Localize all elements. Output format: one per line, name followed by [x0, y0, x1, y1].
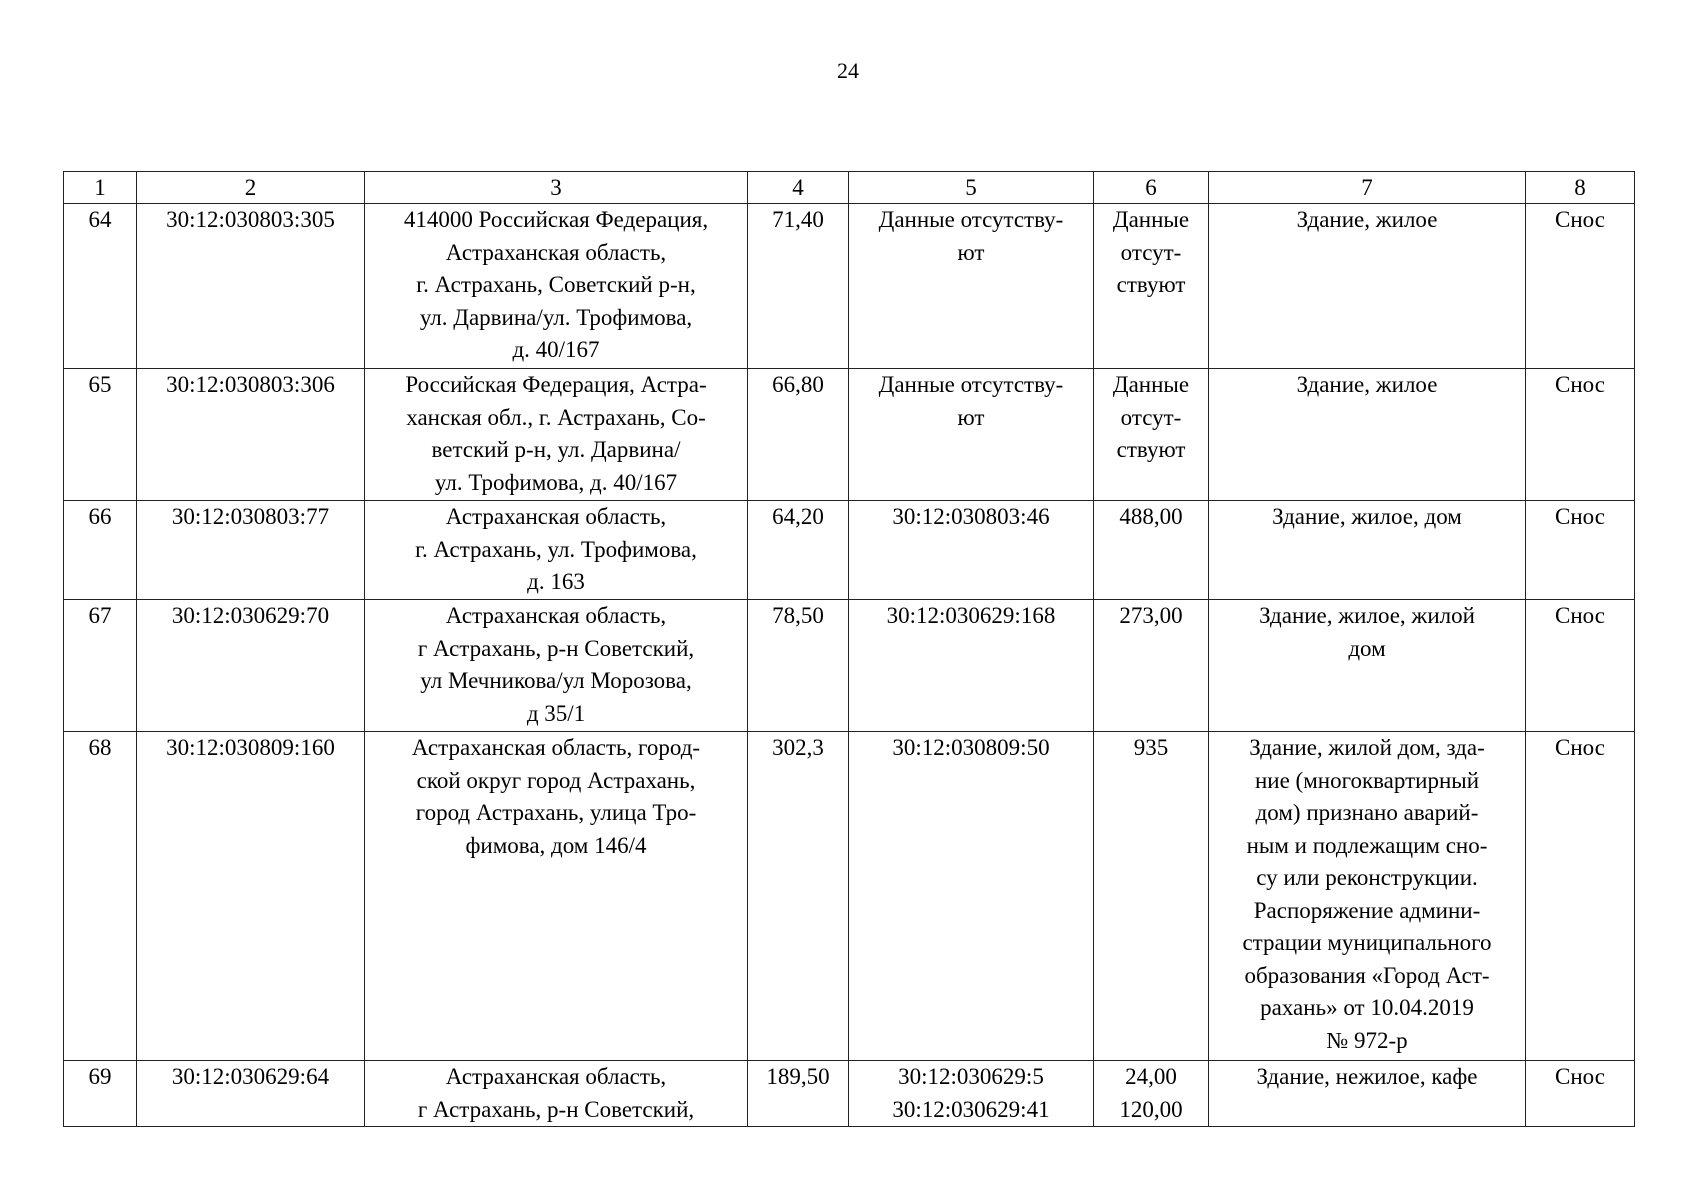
action-cell: Снос [1526, 204, 1635, 369]
area-cell: 78,50 [748, 600, 849, 732]
land-area-cell: Данные отсут- ствуют [1094, 204, 1209, 369]
table-row [64, 204, 1635, 369]
column-header: 2 [137, 172, 365, 204]
area-cell: 189,50 [748, 1061, 849, 1127]
cadastral-number: 30:12:030629:64 [137, 1061, 365, 1127]
land-area-cell: Данные отсут- ствуют [1094, 369, 1209, 501]
row-number: 68 [64, 732, 137, 1061]
action-cell: Снос [1526, 600, 1635, 732]
cadastral-number: 30:12:030803:77 [137, 501, 365, 600]
description-cell: Здание, жилое [1209, 204, 1526, 369]
objects-table [63, 171, 1635, 1127]
row-number: 66 [64, 501, 137, 600]
table-row [64, 1061, 1635, 1127]
table-row [64, 600, 1635, 732]
address-cell: Астраханская область, г Астрахань, р-н Советский, ул Мечникова/ул Морозова, д 35/1 [365, 600, 748, 732]
column-header: 1 [64, 172, 137, 204]
row-number: 69 [64, 1061, 137, 1127]
description-cell: Здание, нежилое, кафе [1209, 1061, 1526, 1127]
land-cadastral-cell: 30:12:030629:5 30:12:030629:41 [849, 1061, 1094, 1127]
cadastral-number: 30:12:030803:306 [137, 369, 365, 501]
address-cell: 414000 Российская Федерация, Астраханская область, г. Астрахань, Советский р-н, ул. Дарвина/ул. Трофимова, д. 40/167 [365, 204, 748, 369]
action-cell: Снос [1526, 501, 1635, 600]
table-header-row [64, 172, 1635, 204]
column-header: 4 [748, 172, 849, 204]
address-cell: Астраханская область, город- ской округ город Астрахань, город Астрахань, улица Тро- фимова, дом 146/4 [365, 732, 748, 1061]
area-cell: 64,20 [748, 501, 849, 600]
address-cell: Астраханская область, г Астрахань, р-н Советский, [365, 1061, 748, 1127]
area-cell: 66,80 [748, 369, 849, 501]
land-cadastral-cell: Данные отсутству- ют [849, 204, 1094, 369]
table-row [64, 501, 1635, 600]
column-header: 8 [1526, 172, 1635, 204]
land-area-cell: 488,00 [1094, 501, 1209, 600]
land-cadastral-cell: 30:12:030803:46 [849, 501, 1094, 600]
action-cell: Снос [1526, 732, 1635, 1061]
action-cell: Снос [1526, 369, 1635, 501]
column-header: 3 [365, 172, 748, 204]
cadastral-number: 30:12:030803:305 [137, 204, 365, 369]
land-cadastral-cell: 30:12:030809:50 [849, 732, 1094, 1061]
description-cell: Здание, жилое [1209, 369, 1526, 501]
description-cell: Здание, жилое, жилой дом [1209, 600, 1526, 732]
description-cell: Здание, жилое, дом [1209, 501, 1526, 600]
area-cell: 71,40 [748, 204, 849, 369]
address-cell: Российская Федерация, Астра- ханская обл., г. Астрахань, Со- ветский р-н, ул. Дарвина/ ул. Трофимова, д. 40/167 [365, 369, 748, 501]
land-cadastral-cell: Данные отсутству- ют [849, 369, 1094, 501]
table-row [64, 369, 1635, 501]
land-area-cell: 935 [1094, 732, 1209, 1061]
row-number: 67 [64, 600, 137, 732]
column-header: 6 [1094, 172, 1209, 204]
table-row [64, 732, 1635, 1061]
land-cadastral-cell: 30:12:030629:168 [849, 600, 1094, 732]
land-area-cell: 273,00 [1094, 600, 1209, 732]
row-number: 64 [64, 204, 137, 369]
description-cell: Здание, жилой дом, зда- ние (многоквартирный дом) признано аварий- ным и подлежащим сно- су или реконструкции. Распоряжение админи- страции муниципального образования «Город Аст- рахань» от 10.04.2019 № 972-р [1209, 732, 1526, 1061]
cadastral-number: 30:12:030809:160 [137, 732, 365, 1061]
land-area-cell: 24,00 120,00 [1094, 1061, 1209, 1127]
page-number: 24 [837, 58, 859, 83]
row-number: 65 [64, 369, 137, 501]
area-cell: 302,3 [748, 732, 849, 1061]
column-header: 5 [849, 172, 1094, 204]
action-cell: Снос [1526, 1061, 1635, 1127]
column-header: 7 [1209, 172, 1526, 204]
cadastral-number: 30:12:030629:70 [137, 600, 365, 732]
address-cell: Астраханская область, г. Астрахань, ул. Трофимова, д. 163 [365, 501, 748, 600]
